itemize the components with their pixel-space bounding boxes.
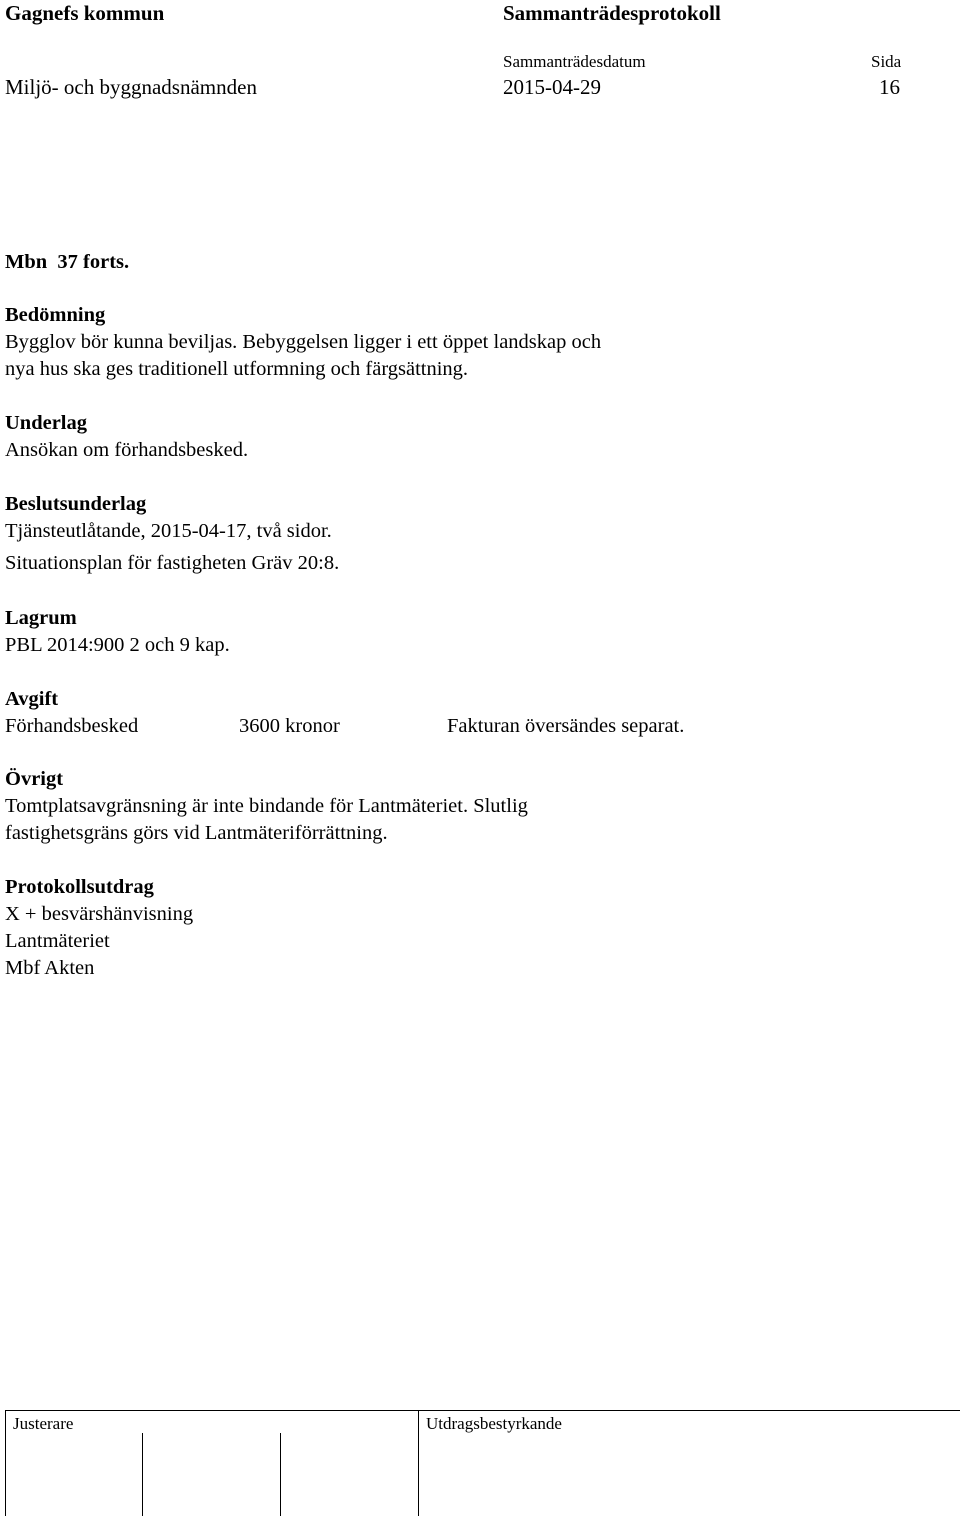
- distribution-item: Lantmäteriet: [5, 930, 110, 952]
- section-text-line: Tjänsteutlåtande, 2015-04-17, två sidor.: [5, 520, 332, 542]
- section-text-line: nya hus ska ges traditionell utformning och färgsättning.: [5, 358, 469, 380]
- page-number: 16: [879, 75, 900, 99]
- section-text-line: Bygglov bör kunna beviljas. Bebyggelsen ligger i ett öppet landskap och: [5, 331, 602, 353]
- meeting-date: 2015-04-29: [503, 75, 601, 99]
- section-heading: Lagrum: [5, 607, 77, 629]
- section-protokollsutdrag: [5, 874, 193, 982]
- section-heading: Beslutsunderlag: [5, 493, 147, 515]
- section-underlag: [5, 410, 248, 464]
- section-heading: Övrigt: [5, 768, 64, 790]
- section-text-line: Situationsplan för fastigheten Gräv 20:8.: [5, 552, 340, 574]
- fee-note: Fakturan översändes separat.: [447, 715, 685, 737]
- signature-footer: [5, 1410, 960, 1516]
- distribution-item: X + besvärshänvisning: [5, 903, 194, 925]
- fee-amount: 3600 kronor: [239, 715, 340, 737]
- document-type: Sammanträdesprotokoll: [503, 1, 721, 25]
- section-text-line: PBL 2014:900 2 och 9 kap.: [5, 634, 230, 656]
- footer-divider: [418, 1411, 419, 1516]
- fee-type: Förhandsbesked: [5, 715, 139, 737]
- justerare-label: Justerare: [13, 1414, 74, 1433]
- organization-name: Gagnefs kommun: [5, 1, 165, 25]
- footer-divider: [5, 1411, 6, 1516]
- section-text-line: Ansökan om förhandsbesked.: [5, 439, 249, 461]
- utdragsbestyrkande-label: Utdragsbestyrkande: [426, 1414, 562, 1433]
- section-avgift: [5, 686, 58, 713]
- section-beslutsunderlag: [5, 491, 339, 577]
- date-label: Sammanträdesdatum: [503, 52, 646, 71]
- section-lagrum: [5, 605, 230, 659]
- section-text-line: Tomtplatsavgränsning är inte bindande för Lantmäteriet. Slutlig: [5, 795, 528, 817]
- section-heading: Bedömning: [5, 304, 106, 326]
- footer-divider: [280, 1433, 281, 1516]
- section-text-line: fastighetsgräns görs vid Lantmäteriförrättning.: [5, 822, 388, 844]
- committee-name: Miljö- och byggnadsnämnden: [5, 75, 257, 99]
- section-heading: Avgift: [5, 688, 59, 710]
- footer-divider: [142, 1433, 143, 1516]
- distribution-item: Mbf Akten: [5, 957, 95, 979]
- section-ovrigt: [5, 766, 528, 847]
- section-bedomning: [5, 302, 601, 383]
- item-title: Mbn 37 forts.: [5, 251, 130, 273]
- section-heading: Underlag: [5, 412, 87, 434]
- section-heading: Protokollsutdrag: [5, 876, 154, 898]
- page-label: Sida: [871, 52, 902, 71]
